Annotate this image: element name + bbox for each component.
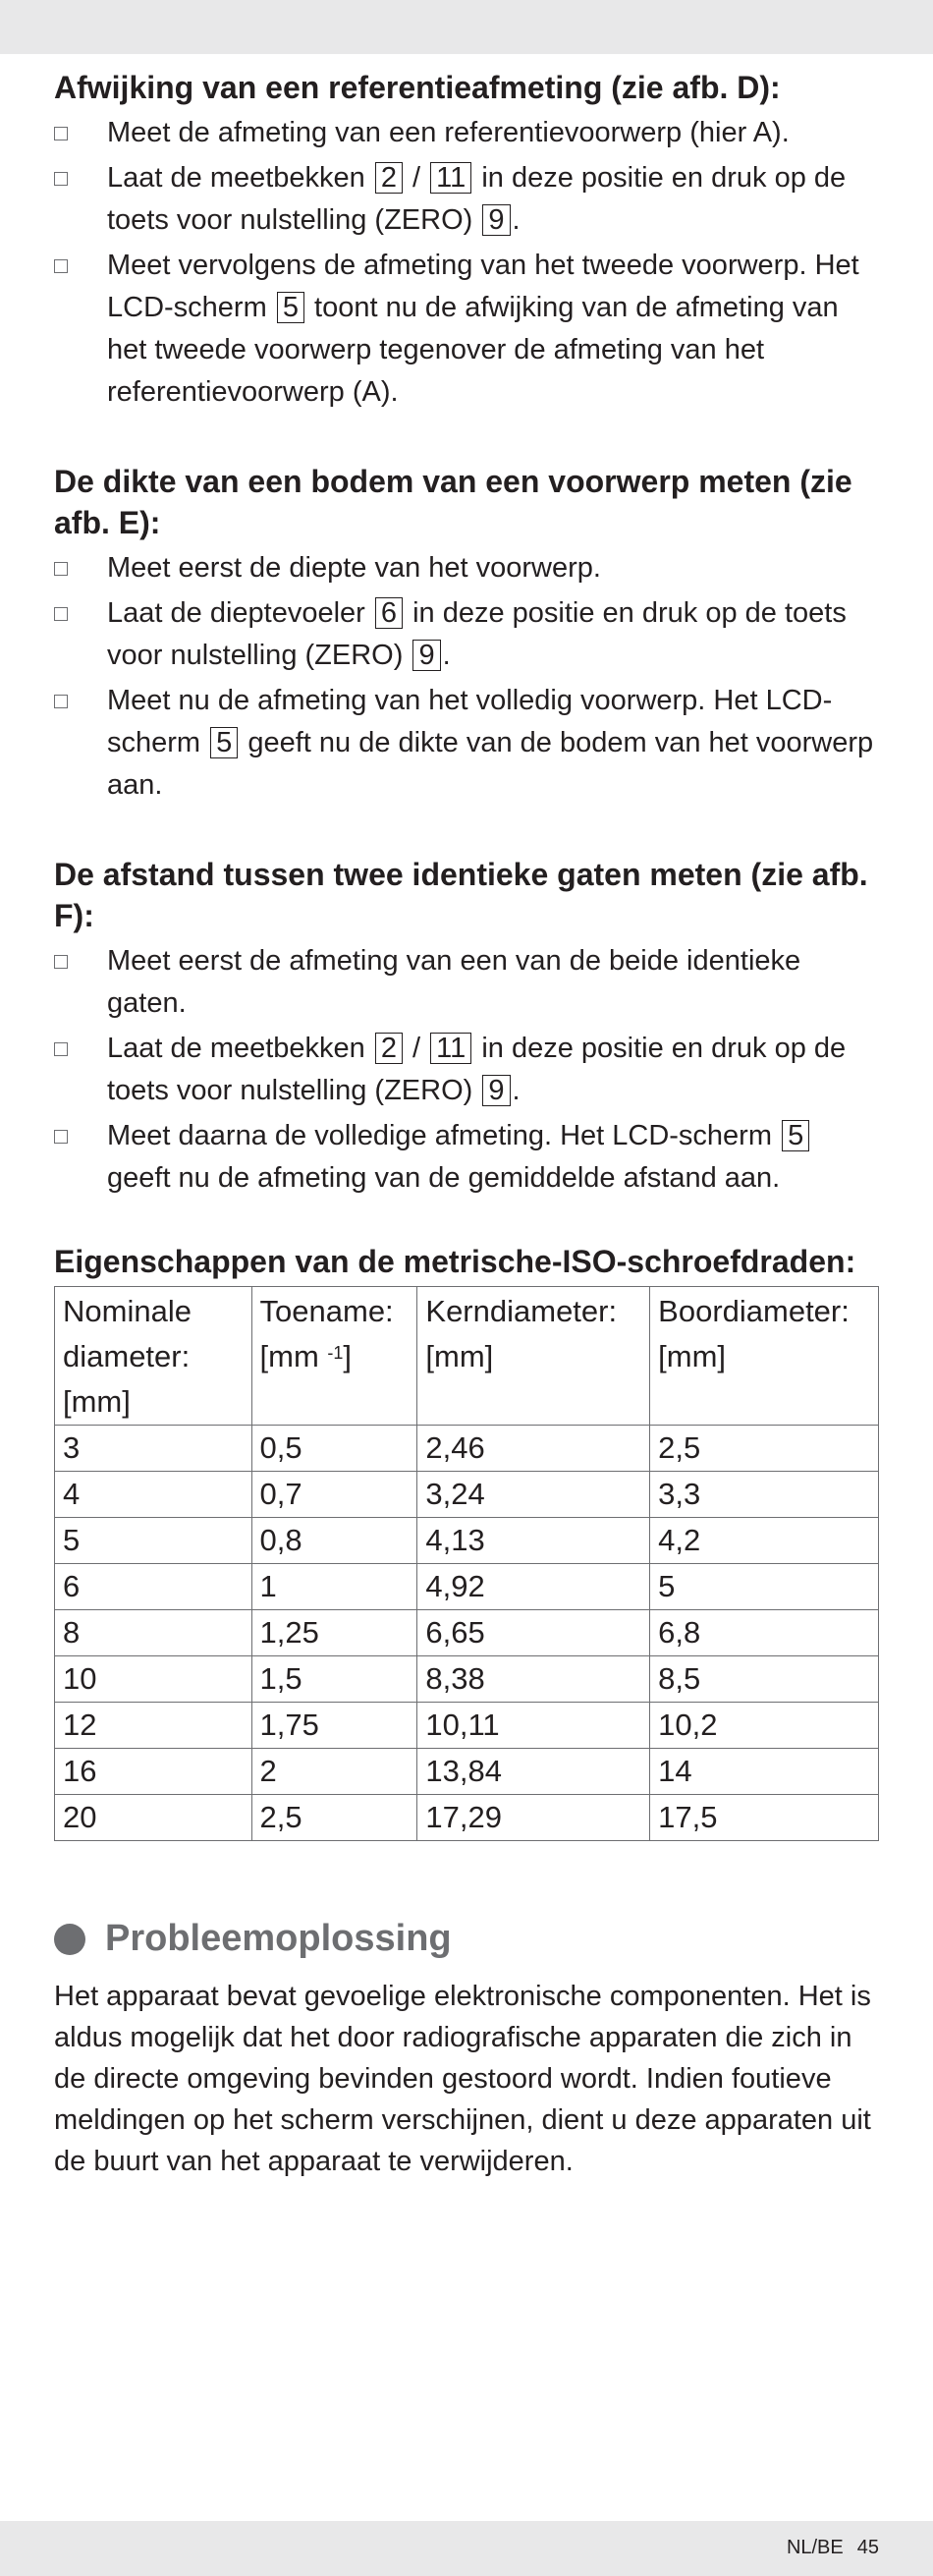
table-cell: 0,5 [251,1426,417,1472]
list-item [54,1115,879,1200]
table-row [55,1518,879,1564]
list-item [54,157,879,242]
table-cell: 6,8 [650,1610,879,1656]
table-cell: 4,13 [417,1518,650,1564]
part-reference-number: 5 [277,292,304,323]
table-cell: 12 [55,1703,252,1749]
item-text: toont nu de afwijking van de afmeting van het tweede voorwerp tegenover de afmeting van het referentievoorwerp (A). [107,292,839,408]
list-item [54,592,879,677]
item-text: in deze positie en druk op de toets voor nulstelling (ZERO) [107,162,847,236]
table-cell: 0,8 [251,1518,417,1564]
part-reference-number: 5 [782,1120,809,1151]
table-cell: 2,5 [650,1426,879,1472]
table-cell: 4 [55,1472,252,1518]
item-text: Meet eerst de diepte van het voorwerp. [107,552,601,584]
table-cell: 17,5 [650,1795,879,1841]
table-cell: 1,25 [251,1610,417,1656]
table-cell: 20 [55,1795,252,1841]
square-bullet-icon [54,607,68,621]
table-cell: 2,46 [417,1426,650,1472]
troubleshooting-heading [54,1918,879,1960]
item-text: . [512,1075,521,1106]
table-cell: 3,24 [417,1472,650,1518]
step-list [54,940,879,1200]
table-cell: 5 [650,1564,879,1610]
part-reference-number: 9 [412,640,440,671]
table-cell: 3 [55,1426,252,1472]
table-cell: 10 [55,1656,252,1703]
table-cell: 1,75 [251,1703,417,1749]
bullet-dot-icon [54,1924,85,1955]
section-title: Afwijking van een referentieafmeting (zie afb. D): [54,70,781,105]
table-cell: 4,92 [417,1564,650,1610]
square-bullet-icon [54,562,68,576]
footer-bar [0,2521,933,2576]
item-text: in deze positie en druk op de toets voor nulstelling (ZERO) [107,597,847,671]
item-text: / [405,1033,429,1064]
list-item [54,680,879,807]
section-title: De dikte van een bodem van een voorwerp meten (zie afb. E): [54,464,852,540]
item-text: / [405,162,429,194]
item-text: geeft nu de afmeting van de gemiddelde afstand aan. [107,1162,781,1194]
item-text: . [512,204,521,236]
table-cell: 1 [251,1564,417,1610]
item-text: Meet eerst de afmeting van een van de beide identieke gaten. [107,945,801,1019]
table-cell: 10,11 [417,1703,650,1749]
item-text: . [442,640,451,671]
table-cell: 3,3 [650,1472,879,1518]
instruction-section [54,67,879,414]
step-list [54,547,879,807]
table-row [55,1703,879,1749]
item-text: Laat de meetbekken [107,162,373,194]
table-cell: 14 [650,1749,879,1795]
table-body [55,1426,879,1841]
header-core-diameter: Kerndiameter: [mm] [417,1287,650,1426]
table-cell: 6,65 [417,1610,650,1656]
section-title: De afstand tussen twee identieke gaten meten (zie afb. F): [54,857,868,933]
table-row [55,1795,879,1841]
table-row [55,1426,879,1472]
part-reference-number: 2 [375,1033,403,1064]
top-bar [0,0,933,54]
list-item [54,547,879,589]
table-cell: 8,38 [417,1656,650,1703]
table-cell: 17,29 [417,1795,650,1841]
table-row [55,1656,879,1703]
table-row [55,1472,879,1518]
list-item [54,940,879,1025]
table-cell: 5 [55,1518,252,1564]
step-list [54,112,879,414]
page-number [787,2537,879,2559]
square-bullet-icon [54,127,68,140]
square-bullet-icon [54,1130,68,1144]
part-reference-number: 11 [430,162,471,194]
instruction-section [54,461,879,807]
list-item [54,245,879,414]
table-cell: 6 [55,1564,252,1610]
instruction-section [54,854,879,1200]
table-row [55,1749,879,1795]
table-cell: 2,5 [251,1795,417,1841]
part-reference-number: 9 [482,1075,510,1106]
table-row [55,1564,879,1610]
table-cell: 1,5 [251,1656,417,1703]
square-bullet-icon [54,1042,68,1056]
table-cell: 0,7 [251,1472,417,1518]
list-item [54,112,879,154]
header-drill-diameter: Boordiameter: [mm] [650,1287,879,1426]
page-content [54,67,879,2182]
square-bullet-icon [54,695,68,708]
item-text: Meet de afmeting van een referentievoorwerp (hier A). [107,117,790,148]
page-num-value: 45 [856,2537,879,2558]
part-reference-number: 5 [210,727,238,758]
header-nominal-diameter: Nominale diameter: [mm] [55,1287,252,1426]
table-cell: 8,5 [650,1656,879,1703]
table-cell: 8 [55,1610,252,1656]
square-bullet-icon [54,259,68,273]
item-text: geeft nu de dikte van de bodem van het voorwerp aan. [107,727,874,801]
table-header-row [55,1287,879,1426]
item-text: Laat de dieptevoeler [107,597,373,629]
item-text: Meet daarna de volledige afmeting. Het LCD-scherm [107,1120,781,1151]
iso-thread-table [54,1286,879,1841]
table-title: Eigenschappen van de metrische-ISO-schroefdraden: [54,1244,856,1279]
table-cell: 10,2 [650,1703,879,1749]
table-cell: 2 [251,1749,417,1795]
item-text: Meet nu de afmeting van het volledig voorwerp. Het LCD-scherm [107,685,833,758]
item-text: Laat de meetbekken [107,1033,373,1064]
item-text: Meet vervolgens de afmeting van het tweede voorwerp. Het LCD-scherm [107,250,859,323]
table-row [55,1610,879,1656]
troubleshooting-body: Het apparaat bevat gevoelige elektronische componenten. Het is aldus mogelijk dat het door radiografische apparaten die zich in de directe omgeving bevinden gestoord wordt. Indien foutieve meldingen op het scherm verschijnen, dient u deze apparaten uit de buurt van het apparaat te verwijderen. [54,1981,871,2177]
part-reference-number: 6 [375,597,403,629]
table-cell: 13,84 [417,1749,650,1795]
language-code: NL/BE [786,2537,844,2558]
instruction-sections [54,67,879,1200]
troubleshooting-title: Probleemoplossing [105,1918,452,1959]
part-reference-number: 2 [375,162,403,194]
square-bullet-icon [54,955,68,969]
header-pitch: Toename: [mm $^{-1}$] [251,1287,417,1426]
part-reference-number: 9 [482,204,510,236]
table-cell: 4,2 [650,1518,879,1564]
square-bullet-icon [54,172,68,186]
part-reference-number: 11 [430,1033,471,1064]
item-text: in deze positie en druk op de toets voor nulstelling (ZERO) [107,1033,847,1106]
table-cell: 16 [55,1749,252,1795]
list-item [54,1028,879,1112]
